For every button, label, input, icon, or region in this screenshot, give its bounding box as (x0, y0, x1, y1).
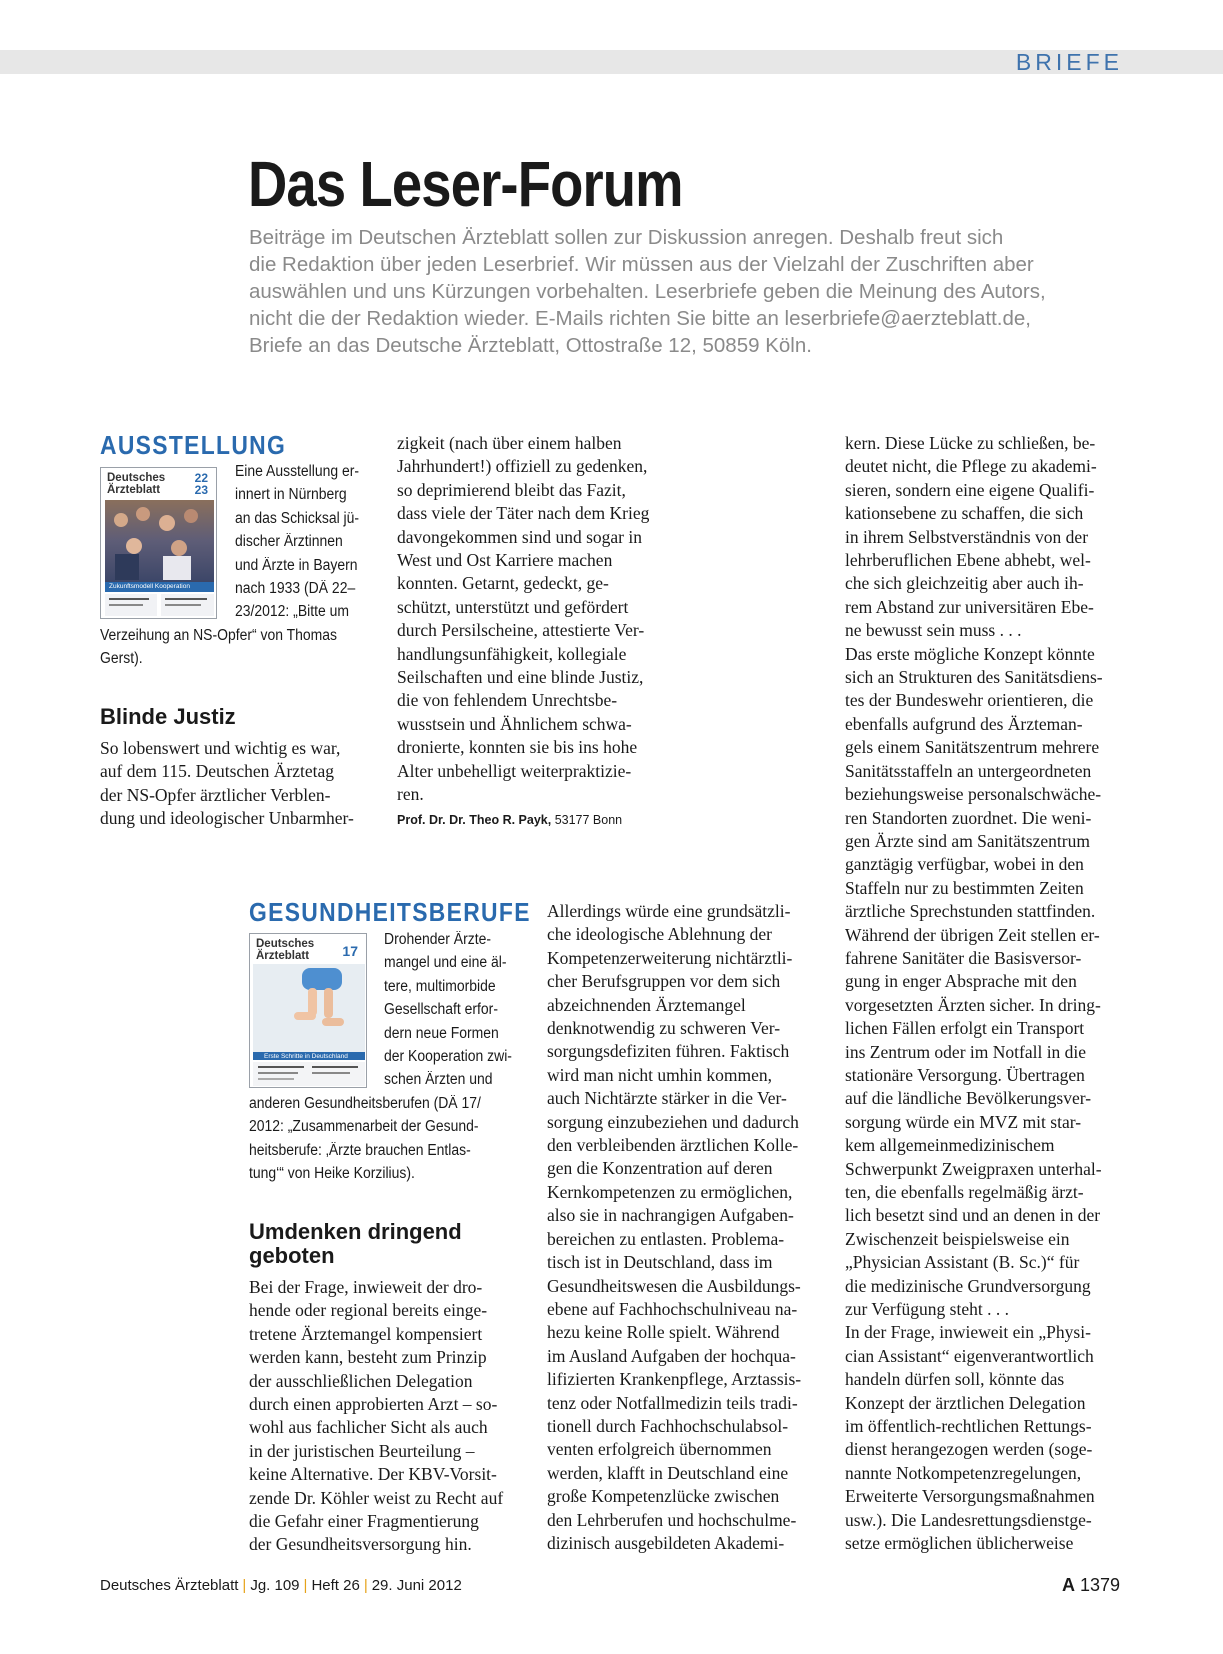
body-line: lifizierten Krankenpflege, Arztassis- (547, 1369, 802, 1390)
body-line: tisch ist in Deutschland, dass im (547, 1252, 773, 1273)
reference-text-continued (100, 624, 363, 671)
body-line: bereichen zu entlasten. Problema- (547, 1228, 785, 1249)
body-line: davongekommen sind und sogar in (397, 526, 642, 547)
letter-author (397, 812, 622, 828)
body-line: setze ermöglichen üblicherweise (845, 1533, 1074, 1554)
body-line: die Gefahr einer Fragmentierung (249, 1511, 479, 1532)
reference-line: Verzeihung an NS-Opfer“ von Thomas (100, 627, 338, 644)
reference-line: Drohender Ärzte- (384, 931, 492, 948)
body-line: auf die ländliche Bevölkerungsver- (845, 1088, 1092, 1109)
body-line: handeln dürfen soll, könnte das (845, 1369, 1065, 1390)
body-line: Schwerpunkt Zweigpraxen unterhal- (845, 1158, 1102, 1179)
body-line: Alter unbehelligt weiterpraktizie- (397, 760, 632, 781)
intro-line: auswählen und uns Kürzungen vorbehalten. Leserbriefe geben die Meinung des Autors, (249, 280, 1046, 303)
body-line: che sich gleichzeitig aber auch ih- (845, 573, 1084, 594)
body-line: cher Berufsgruppen vor dem sich (547, 971, 781, 992)
body-line: in der juristischen Beurteilung – (249, 1440, 475, 1461)
body-line: Konzept der ärztlichen Delegation (845, 1392, 1086, 1413)
body-line: den Lehrberufen und hochschulme- (547, 1509, 797, 1530)
body-line: Das erste mögliche Konzept könnte (845, 643, 1095, 664)
rubric-gesundheitsberufe: GESUNDHEITSBERUFE (249, 897, 531, 927)
body-line: die von fehlendem Unrechtsbe- (397, 690, 618, 711)
page-title: Das Leser-Forum (248, 148, 683, 220)
body-line: zur Verfügung steht . . . (845, 1299, 1009, 1320)
body-line: Kompetenzerweiterung nichtärztli- (547, 947, 793, 968)
reference-line: der Kooperation zwi- (384, 1048, 512, 1066)
footer-journal: Deutsches Ärzteblatt (100, 1577, 239, 1594)
author-name: Prof. Dr. Dr. Theo R. Payk, (397, 813, 552, 827)
body-line: usw.). Die Landesrettungsdienstge- (845, 1509, 1092, 1530)
body-line: lehrberuflichen Ebene abhebt, wel- (845, 550, 1091, 571)
body-line: ganztägig verfügbar, wobei in den (845, 854, 1084, 875)
body-line: So lobenswert und wichtig es war, (100, 738, 341, 758)
reference-line: dern neue Formen (384, 1024, 499, 1042)
body-line: ren Standorten zuordnet. Die weni- (845, 807, 1092, 828)
body-line: kern. Diese Lücke zu schließen, be- (845, 433, 1096, 453)
intro-line: Briefe an das Deutsche Ärzteblatt, Ottostraße 12, 50859 Köln. (249, 334, 812, 357)
cover-image-issue-17 (249, 933, 367, 1088)
cover-caption: Erste Schritte in Deutschland (264, 1053, 348, 1060)
reference-line: Gerst). (100, 650, 143, 668)
body-line: Seilschaften und eine blinde Justiz, (397, 667, 644, 688)
body-line: wusstsein und Ähnlichem schwa- (397, 713, 632, 734)
footer-date: 29. Juni 2012 (371, 1577, 462, 1594)
body-line: tes der Bundeswehr orientieren, die (845, 690, 1094, 711)
body-line: abzeichnenden Ärztemangel (547, 994, 746, 1015)
body-line: ebenfalls aufgrund des Ärzteman- (845, 713, 1083, 734)
reference-text (384, 928, 526, 1092)
body-line: konnten. Getarnt, gedeckt, ge- (397, 573, 609, 594)
reference-text-continued (249, 1092, 507, 1186)
body-line: auch Nichtärzte stärker in die Ver- (547, 1088, 787, 1109)
body-line: so deprimierend bleibt das Fazit, (397, 479, 626, 500)
body-line: gung in enger Absprache mit den (845, 971, 1077, 992)
body-line: stationäre Versorgung. Übertragen (845, 1064, 1085, 1085)
body-line: Jahrhundert!) offiziell zu gedenken, (397, 456, 648, 477)
body-line: ebene auf Fachhochschulniveau na- (547, 1298, 798, 1319)
body-line: nannte Notkompetenzregelungen, (845, 1462, 1082, 1483)
body-line: tretene Ärztemangel kompensiert (249, 1323, 483, 1344)
body-line: dienst herangezogen werden (soge- (845, 1439, 1093, 1460)
reference-line: mangel und eine äl- (384, 954, 507, 972)
body-line: kem allgemeinmedizinischem (845, 1135, 1055, 1156)
reference-line: an das Schicksal jü- (235, 509, 360, 527)
footer-issue: Heft 26 (311, 1577, 360, 1594)
body-line: in ihrem Selbstverständnis von der (845, 526, 1089, 547)
body-line: cian Assistant“ eigenverantwortlich (845, 1345, 1094, 1366)
letter-body-column-1 (249, 1276, 503, 1557)
body-line: vorgesetzten Ärzten sicher. In dring- (845, 994, 1101, 1015)
letter-title: Blinde Justiz (100, 704, 236, 729)
body-line: gen Ärzte sind am Sanitätszentrum (845, 830, 1090, 851)
body-line: keine Alternative. Der KBV-Vorsit- (249, 1464, 497, 1485)
cover-masthead: Deutsches Ärzteblatt (107, 472, 166, 496)
body-line: Zwischenzeit beispielsweise ein (845, 1228, 1070, 1249)
body-line: Bei der Frage, inwieweit der dro- (249, 1277, 483, 1297)
page-number (1062, 1574, 1120, 1596)
body-line: lichen Fällen erfolgt ein Transport (845, 1018, 1085, 1039)
body-line: handlungsunfähigkeit, kollegiale (397, 643, 627, 664)
body-line: im öffentlich-rechtlichen Rettungs- (845, 1416, 1092, 1437)
body-line: beziehungsweise personalschwäche- (845, 784, 1102, 805)
body-line: gen die Konzentration auf deren (547, 1158, 773, 1179)
cover-masthead: Deutsches Ärzteblatt (256, 938, 315, 962)
cover-issue-number: 17 (342, 943, 358, 959)
intro-text (249, 224, 1129, 359)
body-line: dass viele der Täter nach dem Krieg (397, 503, 650, 524)
reference-line: Gesellschaft erfor- (384, 1001, 498, 1019)
reference-line: tere, multimorbide (384, 977, 496, 995)
reference-line: 23/2012: „Bitte um (235, 603, 350, 621)
author-place: 53177 Bonn (554, 813, 623, 827)
body-line: sorgung würde ein MVZ mit star- (845, 1111, 1082, 1132)
body-line: den verbleibenden ärztlichen Kolle- (547, 1135, 799, 1156)
body-line: sich an Strukturen des Sanitätsdiens- (845, 667, 1103, 688)
body-line: fahrene Sanitäter die Basisversor- (845, 947, 1082, 968)
body-line: denknotwendig zu schweren Ver- (547, 1018, 781, 1039)
reference-line: tung‘“ von Heike Korzilius). (249, 1165, 415, 1183)
body-line: dronierte, konnten sie bis ins hohe (397, 737, 638, 758)
reference-line: nach 1933 (DÄ 22– (235, 580, 356, 598)
footer-journal-info: Deutsches Ärzteblatt | Jg. 109 | Heft 26 | 29. Juni 2012 (100, 1577, 462, 1594)
body-line: „Physician Assistant (B. Sc.)“ für (845, 1252, 1080, 1273)
body-line: kationsebene zu schaffen, die sich (845, 503, 1084, 524)
body-line: In der Frage, inwieweit ein „Physi- (845, 1322, 1091, 1343)
body-line: dizinisch ausgebildeten Akademi- (547, 1532, 785, 1553)
body-line: Sanitätsstaffeln an untergeordneten (845, 760, 1092, 781)
footer-volume: Jg. 109 (250, 1577, 300, 1594)
body-line: ins Zentrum oder im Notfall in die (845, 1041, 1087, 1062)
body-line: venten erfolgreich übernommen (547, 1439, 772, 1460)
body-line: hezu keine Rolle spielt. Während (547, 1322, 780, 1343)
body-line: ne bewusst sein muss . . . (845, 620, 1022, 641)
body-line: zigkeit (nach über einem halben (397, 433, 622, 453)
reference-line: Eine Ausstellung er- (235, 463, 360, 480)
body-line: werden, klafft in Deutschland eine (547, 1462, 789, 1483)
body-line: ärztliche Sprechstunden stattfinden. (845, 901, 1096, 922)
body-line: Während der übrigen Zeit stellen er- (845, 924, 1100, 945)
letter-body-column-3 (845, 432, 1103, 1556)
page-number-value: 1379 (1079, 1575, 1120, 1595)
reference-line: heitsberufe: ‚Ärzte brauchen Entlas- (249, 1141, 471, 1159)
body-line: lich besetzt sind und an denen in der (845, 1205, 1101, 1226)
body-line: ten, die ebenfalls regelmäßig ärzt- (845, 1182, 1084, 1202)
reference-text (235, 460, 373, 624)
body-line: zende Dr. Köhler weist zu Recht auf (249, 1487, 504, 1508)
body-line: tenz oder Notfallmedizin teils tradi- (547, 1392, 798, 1413)
body-line: schützt, unterstützt und gefördert (397, 596, 629, 617)
reference-line: 2012: „Zusammenarbeit der Gesund- (249, 1118, 479, 1136)
intro-line: nicht die der Redaktion wieder. E-Mails richten Sie bitte an leserbriefe@aerzteblatt.de, (249, 307, 1031, 330)
body-line: hende oder regional bereits einge- (249, 1300, 488, 1321)
body-line: Allerdings würde eine grundsätzli- (547, 901, 791, 921)
cover-issue-number: 22 23 (194, 471, 208, 497)
body-line: der ausschließlichen Delegation (249, 1370, 473, 1391)
letter-body-column-1 (100, 737, 354, 831)
section-label: BRIEFE (1015, 49, 1123, 75)
intro-line: Beiträge im Deutschen Ärzteblatt sollen zur Diskussion anregen. Deshalb freut sich (249, 226, 1004, 249)
reference-line: innert in Nürnberg (235, 486, 347, 504)
body-line: West und Ost Karriere machen (397, 550, 613, 571)
body-line: che ideologische Ablehnung der (547, 924, 773, 945)
body-line: im Ausland Aufgaben der hochqua- (547, 1345, 796, 1366)
body-line: werden kann, besteht zum Prinzip (249, 1347, 487, 1368)
body-line: dung und ideologischer Unbarmher- (100, 808, 354, 829)
body-line: die medizinische Grundversorgung (845, 1275, 1091, 1296)
body-line: sieren, sondern eine eigene Qualifi- (845, 479, 1095, 500)
page-prefix: A (1061, 1575, 1075, 1595)
reference-line: schen Ärzten und (384, 1071, 493, 1089)
body-line: sorgung einzubeziehen und dadurch (547, 1111, 799, 1132)
body-line: also sie in nachrangigen Aufgaben- (547, 1205, 794, 1226)
body-line: ren. (397, 784, 424, 805)
body-line: Gesundheitswesen die Ausbildungs- (547, 1275, 801, 1296)
body-line: durch einen approbierten Arzt – so- (249, 1394, 498, 1415)
cover-image-issue-22-23 (100, 467, 217, 619)
body-line: tionell durch Fachhochschulabsol- (547, 1415, 789, 1436)
reference-line: anderen Gesundheitsberufen (DÄ 17/ (249, 1095, 481, 1112)
body-line: gels einem Sanitätszentrum mehrere (845, 737, 1100, 758)
reference-line: discher Ärztinnen (235, 533, 343, 551)
body-line: auf dem 115. Deutschen Ärztetag (100, 761, 335, 782)
intro-line: die Redaktion über jeden Leserbrief. Wir müssen aus der Vielzahl der Zuschriften aber (249, 253, 1034, 276)
body-line: sorgungsdefiziten führen. Faktisch (547, 1041, 790, 1062)
body-line: Staffeln nur zu bestimmten Zeiten (845, 877, 1084, 898)
letter-body-column-2 (547, 900, 801, 1555)
body-line: der Gesundheitsversorgung hin. (249, 1534, 472, 1555)
body-line: der NS-Opfer ärztlicher Verblen- (100, 784, 331, 805)
cover-caption: Zukunftsmodell Kooperation (109, 583, 190, 590)
body-line: Kernkompetenzen zu ermöglichen, (547, 1181, 793, 1202)
cover-photo (101, 468, 217, 619)
body-line: wird man nicht umhin kommen, (547, 1064, 773, 1085)
body-line: durch Persilscheine, attestierte Ver- (397, 620, 645, 641)
body-line: wohl aus fachlicher Sicht als auch (249, 1417, 488, 1438)
reference-line: und Ärzte in Bayern (235, 556, 358, 574)
body-line: Erweiterte Versorgungsmaßnahmen (845, 1486, 1095, 1507)
letter-title: Umdenken dringend geboten (249, 1219, 462, 1268)
letter-body-column-2 (397, 432, 649, 807)
body-line: rem Abstand zur universitären Ebe- (845, 596, 1094, 617)
body-line: große Kompetenzlücke zwischen (547, 1486, 780, 1507)
rubric-ausstellung: AUSSTELLUNG (100, 430, 287, 460)
body-line: deutet nicht, die Pflege zu akademi- (845, 456, 1097, 477)
